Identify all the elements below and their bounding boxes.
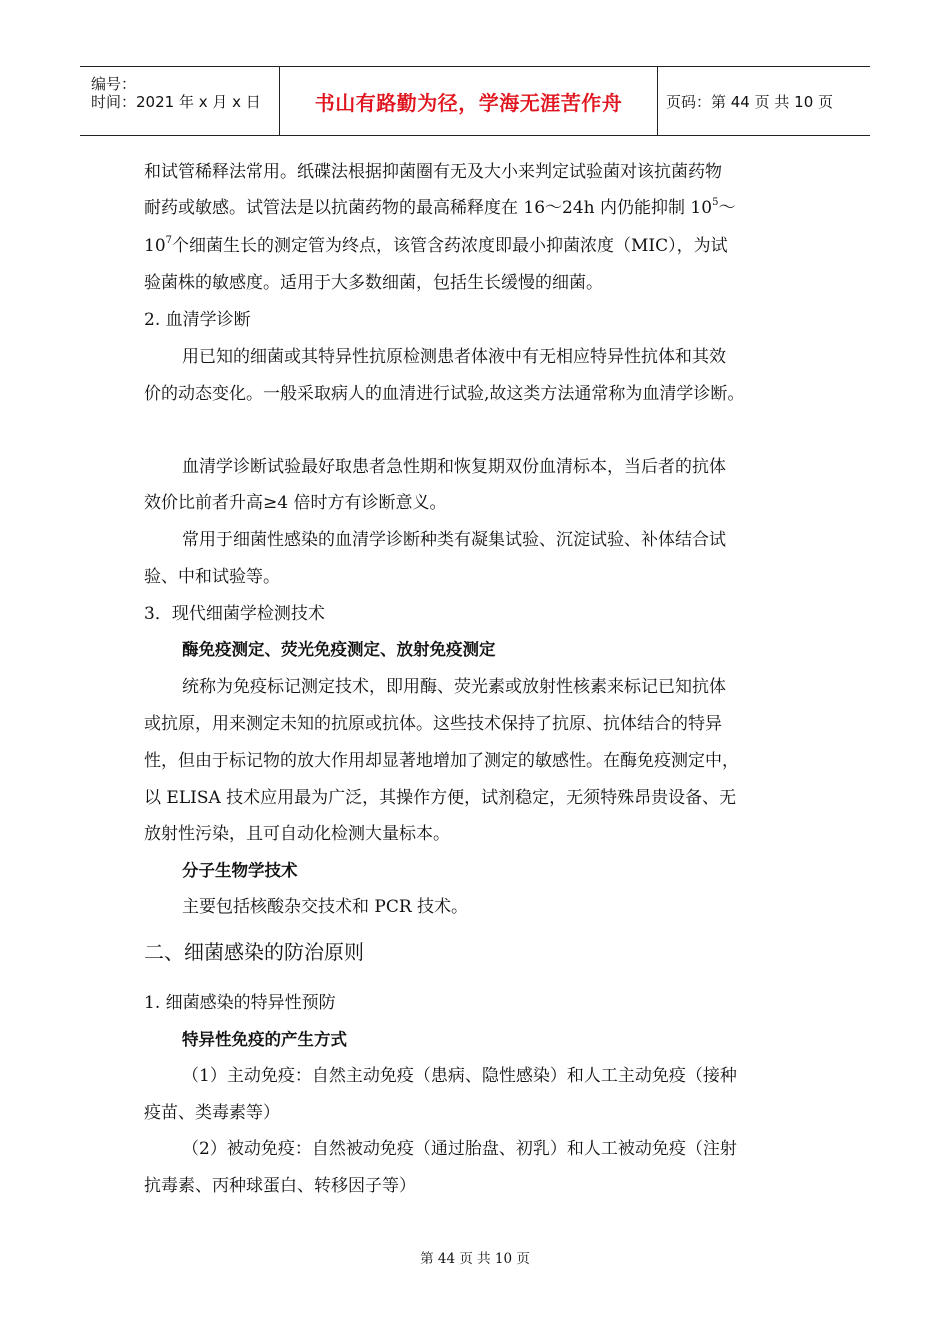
- paragraph-line: 验、中和试验等。: [144, 567, 280, 587]
- subheading-molecular: 分子生物学技术: [182, 861, 298, 880]
- paragraph-line: 和试管稀释法常用。纸碟法根据抑菌圈有无及大小来判定试验菌对该抗菌药物: [144, 162, 722, 182]
- paragraph-line: （2）被动免疫：自然被动免疫（通过胎盘、初乳）和人工被动免疫（注射: [182, 1139, 737, 1159]
- header-motto: 书山有路勤为径，学海无涯苦作舟: [280, 67, 658, 135]
- paragraph-line: 放射性污染，且可自动化检测大量标本。: [144, 824, 450, 844]
- paragraph-line: （1）主动免疫：自然主动免疫（患病、隐性感染）和人工主动免疫（接种: [182, 1066, 737, 1086]
- superscript: 5: [712, 197, 719, 208]
- paragraph-line: 抗毒素、丙种球蛋白、转移因子等）: [144, 1176, 416, 1196]
- subheading-immunity: 特异性免疫的产生方式: [182, 1030, 347, 1049]
- page-header: [80, 66, 870, 136]
- subheading-immunoassay: 酶免疫测定、荧光免疫测定、放射免疫测定: [182, 640, 496, 659]
- paragraph-line: 效价比前者升高≥4 倍时方有诊断意义。: [144, 493, 447, 513]
- paragraph-line: 统称为免疫标记测定技术，即用酶、荧光素或放射性核素来标记已知抗体: [182, 677, 726, 697]
- paragraph-line: 血清学诊断试验最好取患者急性期和恢复期双份血清标本，当后者的抗体: [182, 457, 726, 477]
- paragraph-line: 性，但由于标记物的放大作用却显著地增加了测定的敏感性。在酶免疫测定中，: [144, 751, 739, 771]
- paragraph-line: $10^7$个细菌生长的测定管为终点，该管含药浓度即最小抑菌浓度（MIC），为试: [144, 235, 728, 256]
- heading-prevention: 1. 细菌感染的特异性预防: [144, 993, 336, 1013]
- heading-modern-techniques: 3．现代细菌学检测技术: [144, 604, 325, 624]
- paragraph-line: 用已知的细菌或其特异性抗原检测患者体液中有无相应特异性抗体和其效: [182, 347, 726, 367]
- paragraph-line: 验菌株的敏感度。适用于大多数细菌，包括生长缓慢的细菌。: [144, 273, 603, 293]
- paragraph-line: 常用于细菌性感染的血清学诊断种类有凝集试验、沉淀试验、补体结合试: [182, 530, 726, 550]
- paragraph-line: 主要包括核酸杂交技术和 PCR 技术。: [182, 897, 469, 917]
- page-footer: 第 44 页 共 10 页: [420, 1251, 530, 1267]
- superscript: 7: [165, 235, 173, 246]
- header-page-label: 页码：第 44 页 共 10 页: [666, 92, 834, 111]
- paragraph-line: 以 ELISA 技术应用最为广泛，其操作方便，试剂稳定，无须特殊昂贵设备、无: [144, 788, 737, 808]
- header-meta-cell: [80, 67, 280, 135]
- heading-serology: 2. 血清学诊断: [144, 310, 251, 330]
- paragraph-line: 耐药或敏感。试管法是以抗菌药物的最高稀释度在 16～24h 内仍能抑制 $10^5\sim$: [144, 197, 736, 218]
- paragraph-line: 疫苗、类毒素等）: [144, 1103, 280, 1123]
- section-heading: 二、细菌感染的防治原则: [144, 940, 364, 964]
- time-label: 时间：2021 年 x 月 x 日: [91, 93, 261, 111]
- paragraph-line: 或抗原，用来测定未知的抗原或抗体。这些技术保持了抗原、抗体结合的特异: [144, 714, 722, 734]
- number-label: 编号：: [91, 75, 137, 93]
- paragraph-line: 价的动态变化。一般采取病人的血清进行试验,故这类方法通常称为血清学诊断。: [144, 384, 745, 404]
